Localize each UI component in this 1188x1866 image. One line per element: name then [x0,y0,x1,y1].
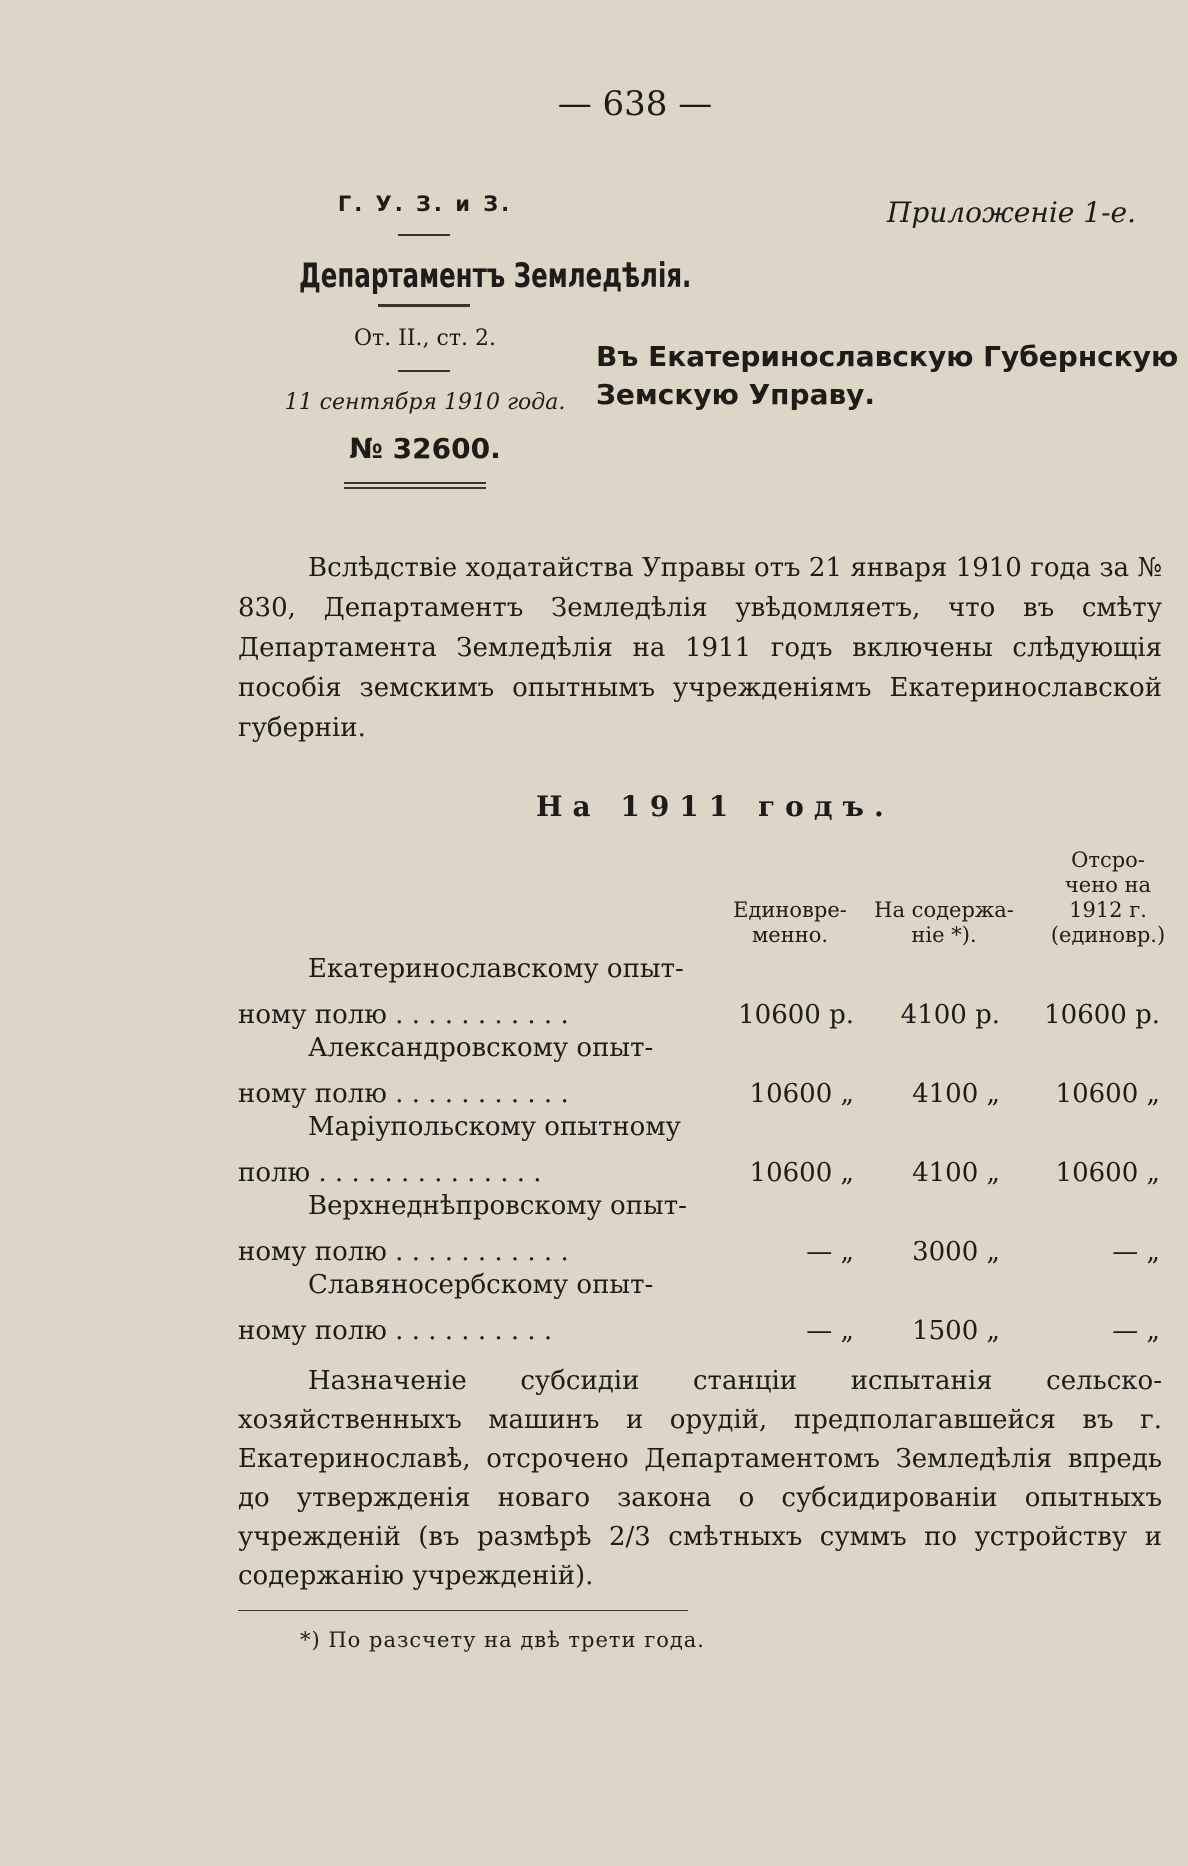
footnote-rule [238,1610,688,1611]
footnote: *) По разсчету на двѣ трети года. [300,1628,705,1652]
double-rule-bottom [344,487,486,489]
page-number: — 638 — [557,84,713,124]
table-row-name-line1: Славяносербскому опыт- [308,1270,654,1300]
table-row-name-line1: Екатеринославскому опыт- [308,954,684,984]
intro-paragraph: Вслѣдствіе ходатайства Управы отъ 21 января 1910 года за № 830, Департаментъ Земледѣлія увѣдомляетъ, что въ смѣту Департамента Земледѣлія на 1911 годъ включены слѣдующія пособія земскимъ опытнымъ учрежденіямъ Екатеринославской губерніи. [238,553,1162,743]
divider-short-2 [398,370,450,372]
table-row-name-line1: Александровскому опыт- [308,1033,654,1063]
column-header: Единовре- менно. [733,898,847,947]
table-cell: 3000 „ [912,1237,1000,1267]
table-row-name-line2: ному полю . . . . . . . . . . [238,1316,553,1346]
letter-number: № 32600. [349,432,501,465]
letter-date: 11 сентября 1910 года. [284,390,566,415]
divider-under-department [378,304,470,307]
table-row-name-line2: ному полю . . . . . . . . . . . [238,1079,569,1109]
section-reference: От. II., ст. 2. [353,326,497,351]
table-heading: На 1911 годъ. [536,790,894,823]
office-abbreviation: Г. У. З. и З. [337,192,513,216]
table-row-name-line2: ному полю . . . . . . . . . . . [238,1237,569,1267]
table-cell: — „ [806,1237,854,1267]
table-cell: 10600 р. [1044,1000,1160,1030]
table-cell: 10600 „ [1055,1079,1160,1109]
table-cell: 10600 р. [738,1000,854,1030]
table-cell: 4100 р. [900,1000,1000,1030]
table-cell: 1500 „ [912,1316,1000,1346]
table-cell: — „ [1112,1237,1160,1267]
closing-paragraph: Назначеніе субсидіи станціи испытанія сельско-хозяйственныхъ машинъ и орудій, предполагавшейся въ г. Екатеринославѣ, отсрочено Департаментомъ Земледѣлія впредь до утвержденія новаго закона о субсидированіи опытныхъ учрежденій (въ размѣрѣ 2/3 смѣтныхъ суммъ по устройству и содержанію учрежденій). [238,1366,1162,1591]
table-cell: — „ [806,1316,854,1346]
table-row-name-line1: Верхнеднѣпровскому опыт- [308,1191,687,1221]
double-rule-top [344,482,486,484]
department-title: Департаментъ Земледѣлія. [299,256,692,296]
table-cell: 10600 „ [1055,1158,1160,1188]
table-cell: 4100 „ [912,1079,1000,1109]
table-row-name-line1: Маріупольскому опытному [308,1112,681,1142]
column-header: На содержа- ніе *). [874,898,1014,947]
table-cell: — „ [1112,1316,1160,1346]
table-cell: 10600 „ [749,1158,854,1188]
divider-short-1 [398,234,450,236]
table-row-name-line2: ному полю . . . . . . . . . . . [238,1000,569,1030]
table-cell: 4100 „ [912,1158,1000,1188]
column-header: Отсро- чено на 1912 г. (единовр.) [1050,848,1166,947]
table-row-name-line2: полю . . . . . . . . . . . . . . [238,1158,542,1188]
table-cell: 10600 „ [749,1079,854,1109]
appendix-label: Приложеніе 1-е. [886,196,1136,229]
recipient-address: Въ Екатеринославскую Губернскую Земскую Управу. [596,340,1179,411]
